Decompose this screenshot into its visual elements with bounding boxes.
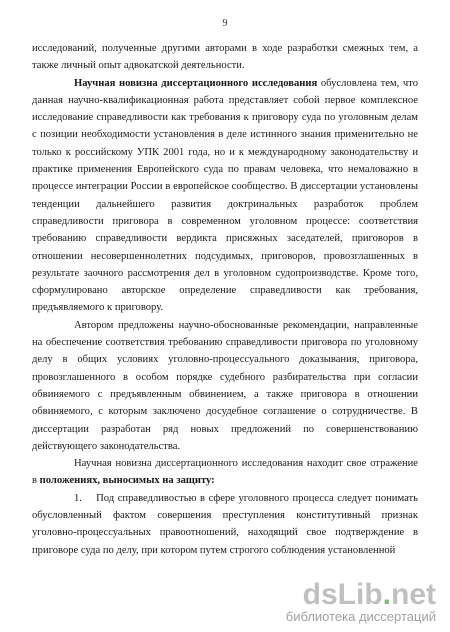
watermark-subtitle: библиотека диссертаций xyxy=(285,609,436,624)
paragraph-recommendations: Автором предложены научно-обоснованные рекомендации, направленные на обеспечение соответствия требованию справедливости приговора по уголовному делу в общих условиях уголовно-процессуального доказывания, приговора, провозглашенного в особом порядке судебного разбирательства при согласии обвиняемого с предъявленным обвинением, а также приговора в отношении обвиняемого, с которым заключено досудебное соглашение о сотрудничестве. В диссертации разработан ряд новых предложений по совершенствованию действующего законодательства. xyxy=(32,319,418,452)
paragraph-novelty xyxy=(32,75,418,317)
watermark xyxy=(286,580,436,624)
document-body xyxy=(32,40,418,559)
novelty-heading: Научная новизна диссертационного исследования xyxy=(74,77,318,89)
provisions-intro-text: Научная новизна диссертационного исследования находит свое отражение в xyxy=(32,458,418,487)
provision-item-1: 1. Под справедливостью в сфере уголовного процесса следует понимать обусловленный фактом совершения преступления конститутивный признак уголовно-процессуальных правоотношений, находящий свое подтверждение в приговоре суда по делу, при котором путем строгого соблюдения установленной xyxy=(32,492,418,556)
paragraph-continuation: исследований, полученные другими авторами в ходе разработки смежных тем, а также личный опыт адвокатской деятельности. xyxy=(32,43,418,72)
novelty-text: обусловлена тем, что данная научно-квалификационная работа представляет собой первое комплексное исследование справедливости как требования к приговору суда по уголовным делам с позиции необходимости установления в деле истинного знания применительно не только к российскому УПК 2001 года, но и к международному законодательству и практике применения Европейского суда по правам человека, что немаловажно в процессе интеграции России в европейское сообщество. В диссертации установлены тенденции дальнейшего развития доктринальных разработок проблем справедливости приговора в современном уголовном процессе: соответствия требованию справедливости вердикта присяжных заседателей, приговоров в отношении несовершеннолетних подсудимых, приговоров, провозглашенных в результате заочного рассмотрения дел в уголовном судопроизводстве. Кроме того, сформулировано авторское определение справедливости как требования, предъявляемого к приговору. xyxy=(32,77,418,314)
provisions-heading: положениях, выносимых на защиту: xyxy=(39,475,215,487)
page-number: 9 xyxy=(222,18,228,29)
watermark-logo: dsLib.net xyxy=(302,578,436,611)
paragraph-provisions-intro xyxy=(32,455,418,490)
